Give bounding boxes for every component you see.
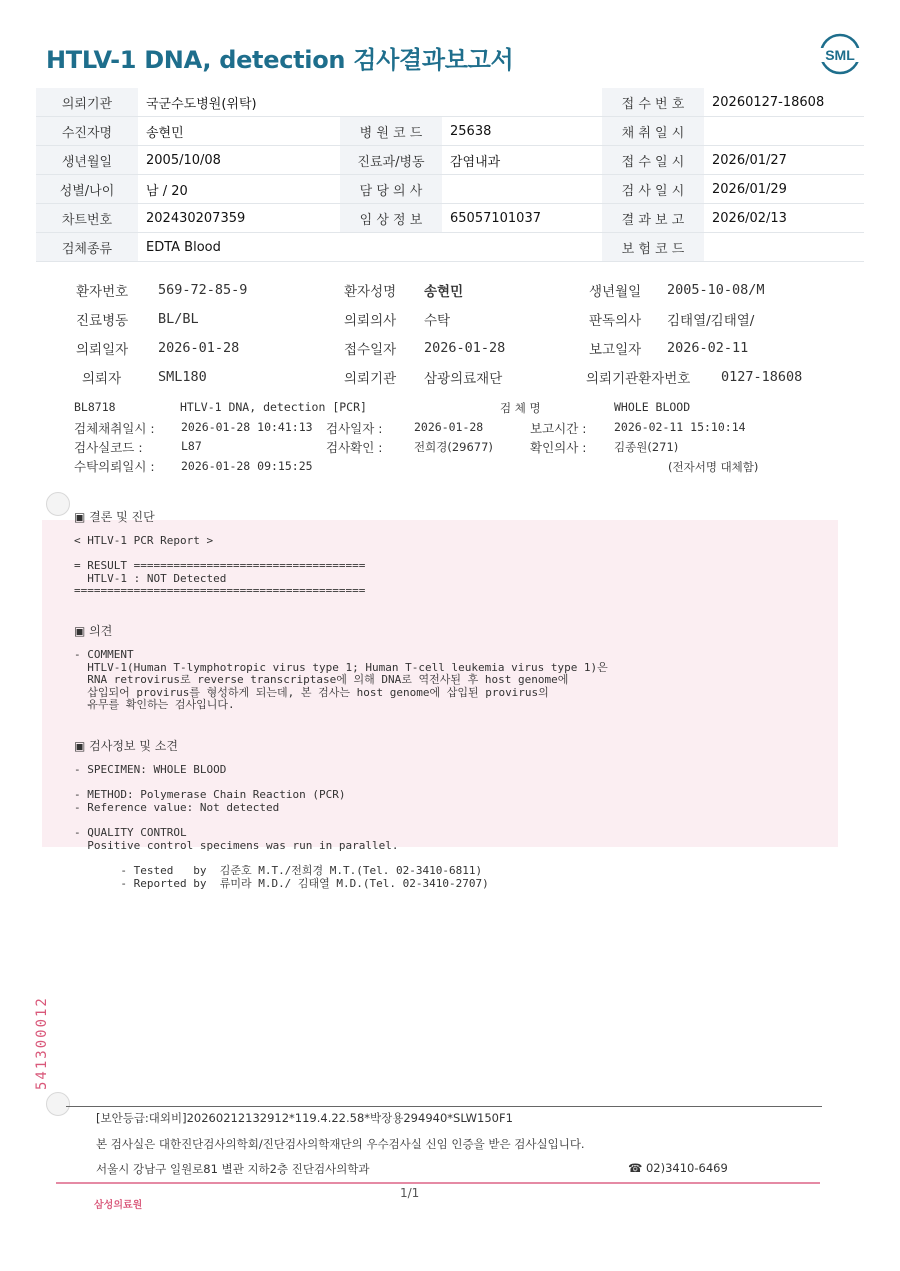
confirm-label: 검사확인 :: [326, 440, 383, 455]
header-label: 생년월일: [36, 146, 138, 175]
header-value: 20260127-18608: [704, 88, 864, 117]
comment-text: - COMMENT HTLV-1(Human T-lymphotropic virus type 1; Human T-cell leukemia virus type 1)은 RNA retrovirus로 reverse transcriptase에 의해 DNA로 역전사된 후 host genome에 삽입되어 provirus를 형성하게 되는데, 본 검사는 host genome에 삽입된 provirus의 유무를 확인하는 검사입니다.: [74, 648, 608, 712]
header-value: 송현민: [138, 117, 340, 146]
signatures-text: - Tested by 김준호 M.T./전희경 M.T.(Tel. 02-3410-6811) - Reported by 류미라 M.D./ 김태열 M.D.(Tel. 02-3410-2707): [120, 864, 489, 890]
header-label: 접 수 일 시: [602, 146, 704, 175]
specimen: WHOLE BLOOD: [614, 400, 691, 414]
side-serial: [34, 996, 54, 1200]
patient-dob: 2005-10-08/M: [667, 282, 765, 298]
inst-pt: 0127-18608: [721, 369, 803, 385]
rtime-label: 보고시간 :: [530, 421, 587, 436]
patient-name-label: 환자성명: [344, 284, 397, 300]
header-value: 2026/01/27: [704, 146, 864, 175]
consign-label: 수탁의뢰일시 :: [74, 459, 155, 474]
header-row: [36, 88, 864, 117]
header-row: [36, 146, 864, 175]
header-value: [704, 117, 864, 146]
header-value: 202430207359: [138, 204, 340, 233]
header-value: EDTA Blood: [138, 233, 340, 262]
patient-no: 569-72-85-9: [158, 282, 248, 298]
header-label: 결 과 보 고: [602, 204, 704, 233]
ward: BL/BL: [158, 311, 199, 327]
patient-no-label: 환자번호: [76, 284, 129, 300]
requester-label: 의뢰자: [82, 371, 122, 387]
lab-code: L87: [181, 439, 202, 453]
address-line: 서울시 강남구 일원로81 별관 지하2층 진단검사의학과: [96, 1162, 370, 1176]
collect: 2026-01-28 10:41:13: [181, 420, 313, 434]
inst-pt-label: 의뢰기관환자번호: [586, 371, 691, 387]
header-table: [36, 88, 864, 262]
header-value: 국군수도병원(위탁): [138, 88, 340, 117]
header-row: [36, 204, 864, 233]
header-value: [442, 175, 602, 204]
header-value: 2026/01/29: [704, 175, 864, 204]
header-value: [442, 233, 602, 262]
testdate-label: 검사일자 :: [326, 421, 383, 436]
collect-label: 검체채취일시 :: [74, 421, 155, 436]
footer-divider: [66, 1106, 822, 1107]
rtime: 2026-02-11 15:10:14: [614, 420, 746, 434]
header-value: 2005/10/08: [138, 146, 340, 175]
cdoc: 김종원(271): [614, 440, 679, 454]
header-value: 25638: [442, 117, 602, 146]
confirm: 전희경(29677): [414, 440, 493, 454]
certification-line: 본 검사실은 대한진단검사의학회/진단검사의학재단의 우수검사실 신임 인증을 받은 검사실입니다.: [96, 1137, 585, 1151]
comment-heading: ▣ 의견: [74, 624, 113, 638]
doctor: 수탁: [424, 313, 451, 329]
header-value: 남 / 20: [138, 175, 340, 204]
header-label: 검체종류: [36, 233, 138, 262]
consign: 2026-01-28 09:15:25: [181, 459, 313, 473]
punch-hole: [46, 492, 70, 516]
inst: 삼광의료재단: [424, 371, 503, 387]
conclusion-heading: ▣ 결론 및 진단: [74, 510, 155, 524]
test-info-heading: ▣ 검사정보 및 소견: [74, 739, 178, 753]
phone-line: ☎ 02)3410-6469: [628, 1161, 728, 1175]
header-row: [36, 117, 864, 146]
header-label: 수진자명: [36, 117, 138, 146]
header-row: [36, 233, 864, 262]
test-name: HTLV-1 DNA, detection [PCR]: [180, 400, 367, 414]
header-label: 의뢰기관: [36, 88, 138, 117]
rpt-date-label: 보고일자: [589, 342, 642, 358]
header-label: 차트번호: [36, 204, 138, 233]
header-row: [36, 175, 864, 204]
security-line: [보안등급:대외비]20260212132912*119.4.22.58*박장용294940*SLW150F1: [96, 1111, 513, 1125]
page-number: 1/1: [400, 1186, 420, 1200]
footer-pink-line: [56, 1182, 820, 1184]
specimen-label: 검 체 명: [500, 401, 541, 415]
logo-text: SML: [825, 47, 855, 63]
side-serial-text: 541300012: [34, 996, 50, 1090]
header-label: 보 험 코 드: [602, 233, 704, 262]
patient-name: 송현민: [424, 284, 464, 300]
req-date: 2026-01-28: [158, 340, 240, 356]
header-label: 진료과/병동: [340, 146, 442, 175]
esign-note: (전자서명 대체함): [668, 460, 759, 474]
rpt-date: 2026-02-11: [667, 340, 749, 356]
header-value: [704, 233, 864, 262]
rcv-date-label: 접수일자: [344, 342, 397, 358]
header-value: 65057101037: [442, 204, 602, 233]
patient-dob-label: 생년월일: [589, 284, 642, 300]
inst-label: 의뢰기관: [344, 371, 397, 387]
doctor-label: 의뢰의사: [344, 313, 397, 329]
sml-logo: [818, 32, 862, 76]
test-code: BL8718: [74, 400, 116, 414]
hospital-name: 삼성의료원: [94, 1200, 143, 1211]
header-label: 채 취 일 시: [602, 117, 704, 146]
header-value: [442, 88, 602, 117]
header-label: 검 사 일 시: [602, 175, 704, 204]
pcr-result-text: < HTLV-1 PCR Report > = RESULT =================================== HTLV-1 : NOT Detected ============================================: [74, 534, 366, 598]
reader-label: 판독의사: [589, 313, 642, 329]
rcv-date: 2026-01-28: [424, 340, 506, 356]
header-label: 임 상 정 보: [340, 204, 442, 233]
ward-label: 진료병동: [76, 313, 129, 329]
header-value: [340, 88, 442, 117]
report-title: HTLV-1 DNA, detection 검사결과보고서: [46, 46, 514, 74]
lab-label: 검사실코드 :: [74, 440, 143, 455]
header-label: 접 수 번 호: [602, 88, 704, 117]
header-label: 성별/나이: [36, 175, 138, 204]
header-value: [340, 233, 442, 262]
cdoc-label: 확인의사 :: [530, 440, 587, 455]
header-value: 2026/02/13: [704, 204, 864, 233]
header-label: 담 당 의 사: [340, 175, 442, 204]
header-label: 병 원 코 드: [340, 117, 442, 146]
header-value: 감염내과: [442, 146, 602, 175]
req-date-label: 의뢰일자: [76, 342, 129, 358]
method-text: - SPECIMEN: WHOLE BLOOD - METHOD: Polymerase Chain Reaction (PCR) - Reference value: Not detected - QUALITY CONTROL Positive control specimens was run in parallel.: [74, 763, 399, 852]
reader: 김태열/김태열/: [667, 313, 755, 329]
requester: SML180: [158, 369, 207, 385]
testdate: 2026-01-28: [414, 420, 484, 434]
